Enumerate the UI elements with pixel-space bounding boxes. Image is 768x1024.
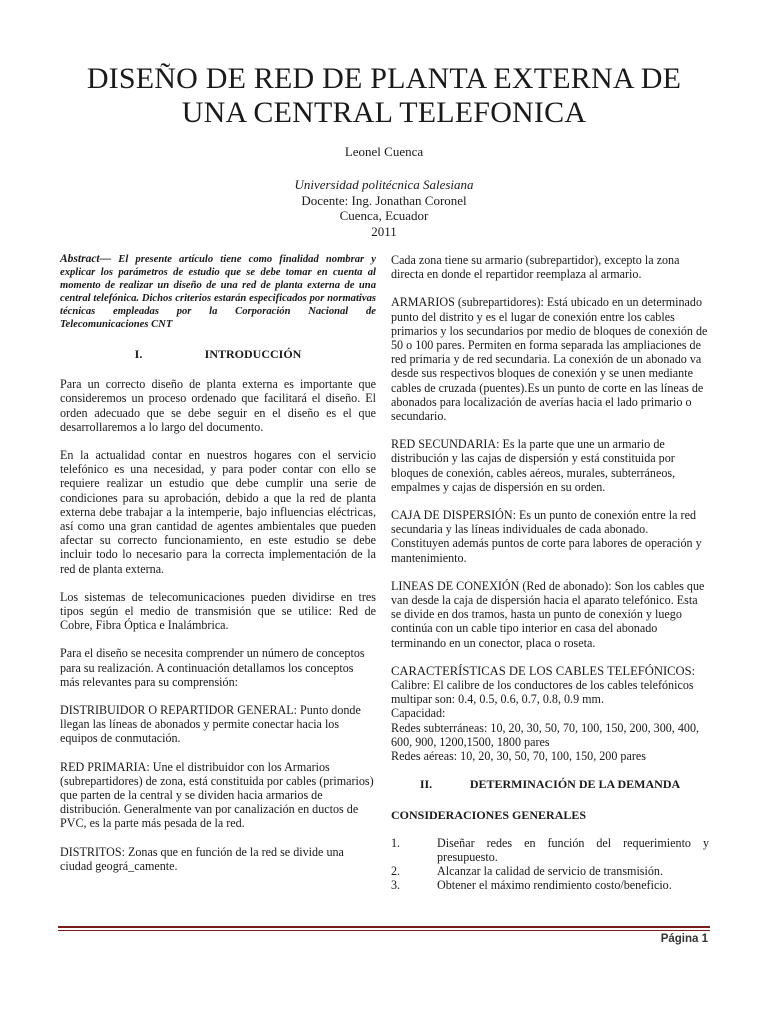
- paper-title: [40, 62, 728, 130]
- footer-rule: [58, 926, 710, 928]
- section-heading-demanda: [391, 777, 709, 791]
- subheading: CONSIDERACIONES GENERALES: [391, 807, 587, 822]
- cables-capacidad: Capacidad:: [391, 706, 446, 721]
- paragraph: Para el diseño se necesita comprender un número de conceptos para su realización. A continuación detallamos los conceptos más relevantes para su comprensión:: [60, 646, 365, 689]
- university: Universidad politécnica Salesiana: [294, 177, 474, 192]
- section-title: INTRODUCCIÓN: [204, 347, 302, 361]
- section-title: DETERMINACIÓN DE LA DEMANDA: [469, 777, 681, 792]
- list-number: 2.: [391, 864, 401, 879]
- paragraph-lineas-conexion: LINEAS DE CONEXIÓN (Red de abonado): Son los cables que van desde la caja de dispersión hacia el aparato telefónico. Esta se divide en dos tramos, hasta un punto de conexión y luego continúa con un cable tipo interior en casa del abonado terminando en un conector, placa o roseta.: [391, 578, 705, 650]
- list-item: [391, 836, 709, 864]
- list-item: [391, 864, 709, 878]
- paragraph: Cada zona tiene su armario (subrepartidor), excepto la zona directa en donde el repartidor reemplaza al armario.: [391, 253, 680, 282]
- paragraph-distritos: DISTRITOS: Zonas que en función de la red se divide una ciudad geográ_camente.: [60, 844, 344, 873]
- cables-characteristics: [391, 664, 709, 763]
- paragraph: En la actualidad contar en nuestros hogares con el servicio telefónico es una necesidad, y para poder contar con ello se requiere realizar un estudio que debe cumplir una serie de condiciones para su aprobación, debido a que la red de planta externa debe trabajar a la intemperie, bajo influencias eléctricas, así como una gran cantidad de agentes ambientales que pueden afectar su correcto funcionamiento, en este estudio se debe incluir todo lo necesario para la correcta implementación de la red de planta externa.: [60, 448, 376, 576]
- paragraph-red-primaria: RED PRIMARIA: Une el distribuidor con los Armarios (subrepartidores) de zona, está constituida por cables (primarios) que parten de la central y se dividen hacia armarios de distribución. Generalmente van por canalización en ductos de PVC, es la parte más pesada de la red.: [60, 759, 374, 831]
- teacher: Docente: Ing. Jonathan Coronel: [301, 192, 467, 208]
- paragraph: Para un correcto diseño de planta externa es importante que consideremos un proceso ordenado que facilitará el diseño. El orden adecuado que se debe seguir en el diseño es el que desarrollaremos a lo largo del documento.: [60, 377, 376, 434]
- abstract-label: Abstract—: [60, 253, 112, 265]
- right-column: [391, 253, 709, 893]
- affiliation-block: [0, 177, 768, 239]
- section-number: II.: [419, 777, 433, 792]
- cables-heading: CARACTERÍSTICAS DE LOS CABLES TELEFÓNICOS:: [391, 663, 696, 678]
- list-text: Diseñar redes en función del requerimiento y presupuesto.: [437, 835, 709, 864]
- list-number: 1.: [391, 835, 401, 850]
- list-item: [391, 878, 709, 892]
- paragraph-armarios: ARMARIOS (subrepartidores): Está ubicado en un determinado punto del distrito y es el lugar de conexión entre los cables primarios y los secundarios por medio de bloques de conexión de 50 o 100 pares. Permiten en forma separada las ampliaciones de red primaria y de red secundaria. La conexión de un abonado va desde sus respectivos bloques de conexión y se unen mediante cables de cruzada (puentes).Es un punto de corte en las líneas de abonados para localización de averías hacia el lado primario o secundario.: [391, 295, 708, 424]
- page-number: Página 1: [660, 933, 708, 945]
- abstract: [60, 253, 376, 331]
- title-line-2: UNA CENTRAL TELEFONICA: [181, 96, 587, 129]
- paragraph-caja-dispersion: CAJA DE DISPERSIÓN: Es un punto de conexión entre la red secundaria y las líneas individuales de cada abonado. Constituyen además puntos de corte para labores de operación y mantenimiento.: [391, 508, 702, 565]
- section-heading-introduccion: [60, 347, 376, 361]
- cables-subterraneas: Redes subterráneas: 10, 20, 30, 50, 70, 100, 150, 200, 300, 400, 600, 900, 1200,1500, 1800 pares: [391, 720, 700, 749]
- paragraph-distribuidor: DISTRIBUIDOR O REPARTIDOR GENERAL: Punto donde llegan las líneas de abonados y permite conectar hacia los equipos de conmutación.: [60, 703, 361, 746]
- list-number: 3.: [391, 878, 401, 893]
- cables-calibre: Calibre: El calibre de los conductores de los cables telefónicos multipar son: 0.4, 0.5, 0.6, 0.7, 0.8, 0.9 mm.: [391, 678, 694, 707]
- list-text: Alcanzar la calidad de servicio de transmisión.: [437, 864, 663, 879]
- list-text: Obtener el máximo rendimiento costo/beneficio.: [437, 878, 672, 893]
- cables-aereas: Redes aéreas: 10, 20, 30, 50, 70, 100, 150, 200 pares: [391, 749, 646, 764]
- footer-rule-thin: [58, 930, 710, 931]
- year: 2011: [371, 223, 397, 239]
- author-name: Leonel Cuenca: [344, 144, 424, 159]
- section-number: I.: [134, 347, 143, 361]
- paragraph: Los sistemas de telecomunicaciones pueden dividirse en tres tipos según el medio de transmisión que se utilice: Red de Cobre, Fibra Óptica e Inalámbrica.: [60, 589, 376, 633]
- abstract-text: El presente artículo tiene como finalidad nombrar y explicar los parámetros de estudio que se debe tomar en cuenta al momento de realizar un diseño de una red de planta externa de una central telefónica. Dichos criterios estarán especificados por normativas técnicas empleadas por la Corporación Nacional de Telecomunicaciones CNT: [60, 254, 376, 330]
- paragraph-red-secundaria: RED SECUNDARIA: Es la parte que une un armario de distribución y las cajas de dispersión y está constituida por bloques de conexión, cables aéreos, murales, subterráneos, empalmes y cajas de dispersión en su orden.: [391, 437, 676, 494]
- title-line-1: DISEÑO DE RED DE PLANTA EXTERNA DE: [86, 62, 682, 95]
- location: Cuenca, Ecuador: [339, 208, 429, 223]
- left-column: [60, 253, 376, 887]
- considerations-list: [391, 836, 709, 893]
